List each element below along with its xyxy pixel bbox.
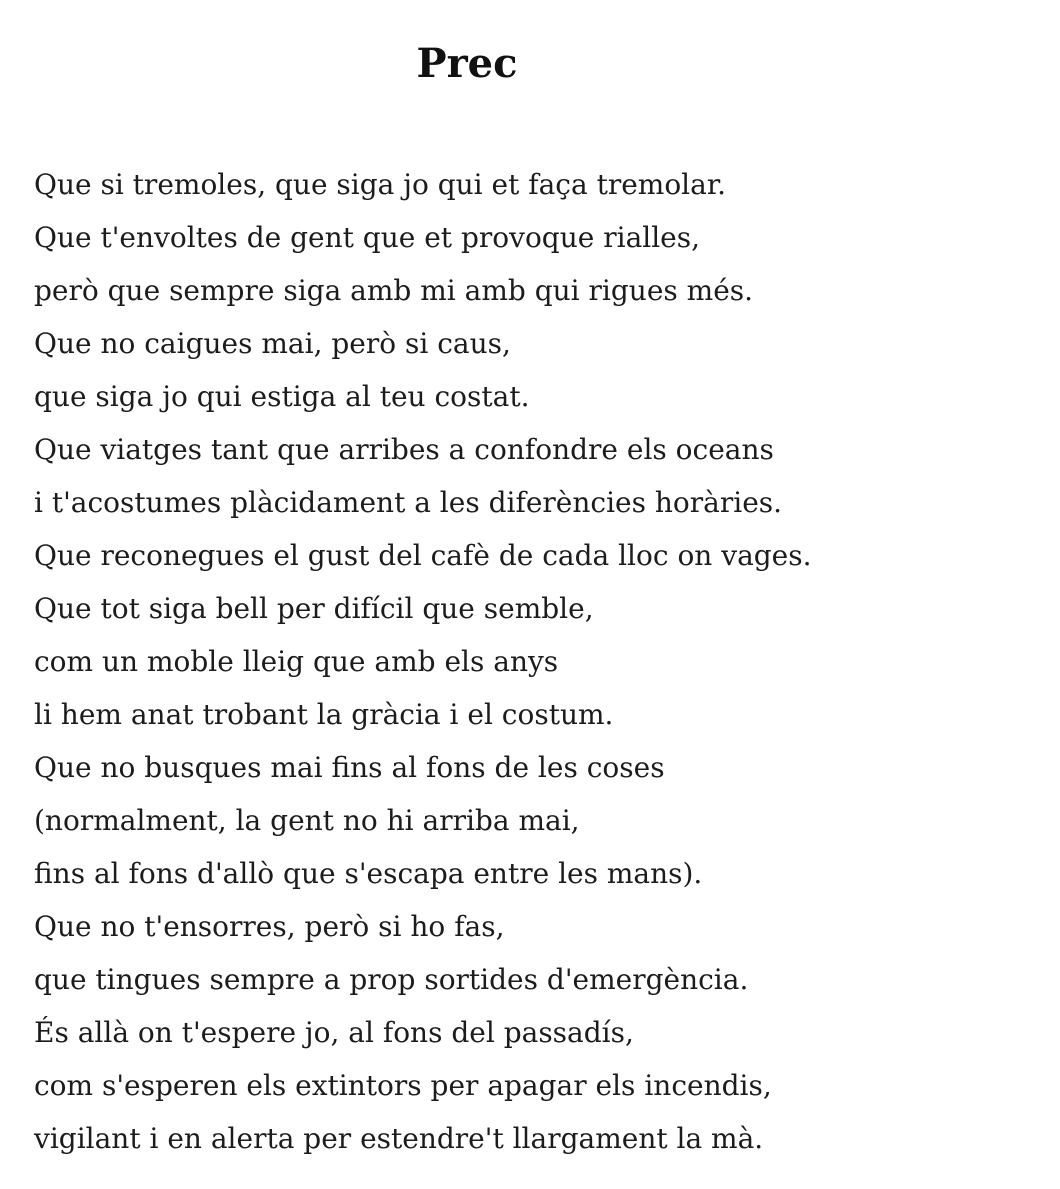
poem-title: Prec	[416, 40, 518, 87]
poem-line: fins al fons d'allò que s'escapa entre les mans).	[34, 857, 703, 890]
poem-line: És allà on t'espere jo, al fons del passadís,	[34, 1016, 634, 1049]
poem-line: Que no busques mai fins al fons de les coses	[34, 751, 665, 784]
poem-line: (normalment, la gent no hi arriba mai,	[34, 804, 580, 837]
poem-line: com un moble lleig que amb els anys	[34, 645, 559, 678]
poem-line: Que reconegues el gust del cafè de cada lloc on vages.	[34, 539, 812, 572]
poem-line: Que tot siga bell per difícil que semble,	[34, 592, 594, 625]
poem-line: Que si tremoles, que siga jo qui et faça tremolar.	[34, 168, 727, 201]
poem-line: Que no caigues mai, però si caus,	[34, 327, 511, 360]
poem-body	[34, 158, 1034, 1165]
poem-line: que siga jo qui estiga al teu costat.	[34, 380, 530, 413]
poem-line: però que sempre siga amb mi amb qui rigues més.	[34, 274, 754, 307]
poem-line: vigilant i en alerta per estendre't llargament la mà.	[34, 1122, 764, 1155]
poem-line: que tingues sempre a prop sortides d'emergència.	[34, 963, 749, 996]
poem-line: com s'esperen els extintors per apagar els incendis,	[34, 1069, 772, 1102]
poem-line: i t'acostumes plàcidament a les diferències horàries.	[34, 486, 783, 519]
poem-line: Que viatges tant que arribes a confondre els oceans	[34, 433, 774, 466]
poem-line: li hem anat trobant la gràcia i el costum.	[34, 698, 614, 731]
poem-line: Que no t'ensorres, però si ho fas,	[34, 910, 505, 943]
poem-line: Que t'envoltes de gent que et provoque rialles,	[34, 221, 701, 254]
